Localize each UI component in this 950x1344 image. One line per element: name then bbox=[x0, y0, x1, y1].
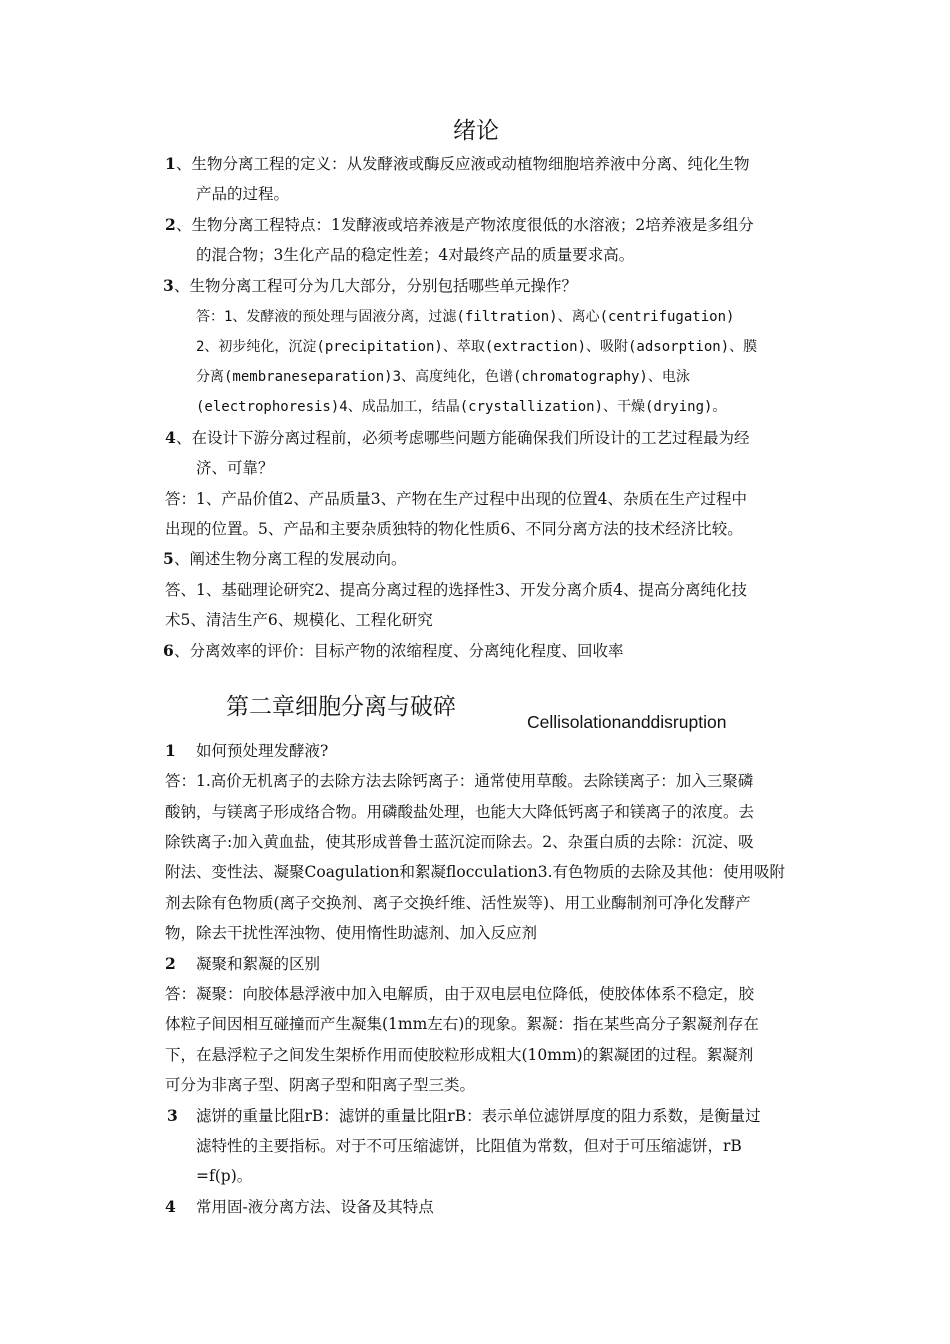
item-number: 4 bbox=[165, 428, 176, 447]
page-title: 绪论 bbox=[453, 118, 499, 144]
answer-line: 除铁离子:加入黄血盐，使其形成普鲁士蓝沉淀而除去。2、杂蛋白质的去除：沉淀、吸 bbox=[165, 833, 754, 851]
answer-line: 附法、变性法、凝聚Coagulation和絮凝flocculation3.有色物质的去除及其他：使用吸附 bbox=[165, 863, 786, 881]
item-number: 3 bbox=[167, 1106, 178, 1125]
answer-line: 可分为非离子型、阴离子型和阳离子型三类。 bbox=[165, 1076, 476, 1094]
answer-line: 答：1、发酵液的预处理与固液分离，过滤(filtration)、离心(centrifugation) bbox=[196, 309, 735, 325]
item-number: 2 bbox=[165, 215, 176, 234]
item-number: 6 bbox=[163, 641, 174, 660]
answer-line: (electrophoresis)4、成品加工，结晶(crystallization)、干燥(drying)。 bbox=[196, 399, 727, 415]
answer-line: 体粒子间因相互碰撞而产生凝集(1mm左右)的现象。絮凝：指在某些高分子絮凝剂存在 bbox=[165, 1015, 759, 1033]
item-number: 2 bbox=[165, 954, 176, 973]
paragraph-line: =f(p)。 bbox=[196, 1167, 253, 1185]
paragraph-line: 产品的过程。 bbox=[196, 185, 290, 203]
answer-line: 答：1、产品价值2、产品质量3、产物在生产过程中出现的位置4、杂质在生产过程中 bbox=[165, 490, 747, 508]
answer-line: 物，除去干扰性浑浊物、使用惰性助滤剂、加入反应剂 bbox=[165, 924, 538, 942]
answer-line: 答、1、基础理论研究2、提高分离过程的选择性3、开发分离介质4、提高分离纯化技 bbox=[165, 581, 747, 599]
question-line: 常用固-液分离方法、设备及其特点 bbox=[196, 1198, 434, 1216]
paragraph-line: 滤特性的主要指标。对于不可压缩滤饼，比阻值为常数，但对于可压缩滤饼，rB bbox=[196, 1137, 742, 1155]
paragraph-line: 、在设计下游分离过程前，必须考虑哪些问题方能确保我们所设计的工艺过程最为经 bbox=[176, 429, 750, 447]
paragraph-line: 、生物分离工程可分为几大部分，分别包括哪些单元操作？ bbox=[174, 277, 578, 295]
question-line: 凝聚和絮凝的区别 bbox=[196, 955, 321, 973]
item-number: 3 bbox=[163, 276, 174, 295]
paragraph-line: 、生物分离工程特点：1发酵液或培养液是产物浓度很低的水溶液；2培养液是多组分 bbox=[176, 216, 754, 234]
paragraph-line: 、生物分离工程的定义：从发酵液或酶反应液或动植物细胞培养液中分离、纯化生物 bbox=[176, 155, 750, 173]
paragraph-line: 、分离效率的评价：目标产物的浓缩程度、分离纯化程度、回收率 bbox=[174, 642, 624, 660]
answer-line: 出现的位置。5、产品和主要杂质独特的物化性质6、不同分离方法的技术经济比较。 bbox=[165, 520, 743, 538]
answer-line: 2、初步纯化，沉淀(precipitation)、萃取(extraction)、吸附(adsorption)、膜 bbox=[196, 339, 758, 355]
paragraph-line: 、阐述生物分离工程的发展动向。 bbox=[174, 550, 407, 568]
item-number: 4 bbox=[165, 1197, 176, 1216]
question-line: 如何预处理发酵液? bbox=[196, 742, 329, 760]
chapter-title-english: Cellisolationanddisruption bbox=[527, 712, 727, 732]
item-number: 1 bbox=[165, 154, 176, 173]
item-number: 1 bbox=[165, 741, 176, 760]
answer-line: 答：凝聚：向胶体悬浮液中加入电解质，由于双电层电位降低，使胶体体系不稳定，胶 bbox=[165, 985, 755, 1003]
paragraph-line: 济、可靠？ bbox=[196, 459, 274, 477]
item-number: 5 bbox=[163, 549, 174, 568]
answer-line: 分离(membraneseparation)3、高度纯化，色谱(chromatography)、电泳 bbox=[196, 369, 690, 385]
answer-line: 酸钠，与镁离子形成络合物。用磷酸盐处理，也能大大降低钙离子和镁离子的浓度。去 bbox=[165, 803, 755, 821]
answer-line: 术5、清洁生产6、规模化、工程化研究 bbox=[165, 611, 433, 629]
answer-line: 剂去除有色物质(离子交换剂、离子交换纤维、活性炭等)、用工业酶制剂可净化发酵产 bbox=[165, 894, 751, 912]
paragraph-line: 滤饼的重量比阻rB：滤饼的重量比阻rB：表示单位滤饼厚度的阻力系数，是衡量过 bbox=[196, 1107, 761, 1125]
answer-line: 答：1.高价无机离子的去除方法去除钙离子：通常使用草酸。去除镁离子：加入三聚磷 bbox=[165, 772, 754, 790]
chapter-title: 第二章细胞分离与破碎 bbox=[226, 694, 456, 720]
paragraph-line: 的混合物；3生化产品的稳定性差；4对最终产品的质量要求高。 bbox=[196, 246, 635, 264]
answer-line: 下，在悬浮粒子之间发生架桥作用而使胶粒形成粗大(10mm)的絮凝团的过程。絮凝剂 bbox=[165, 1046, 754, 1064]
